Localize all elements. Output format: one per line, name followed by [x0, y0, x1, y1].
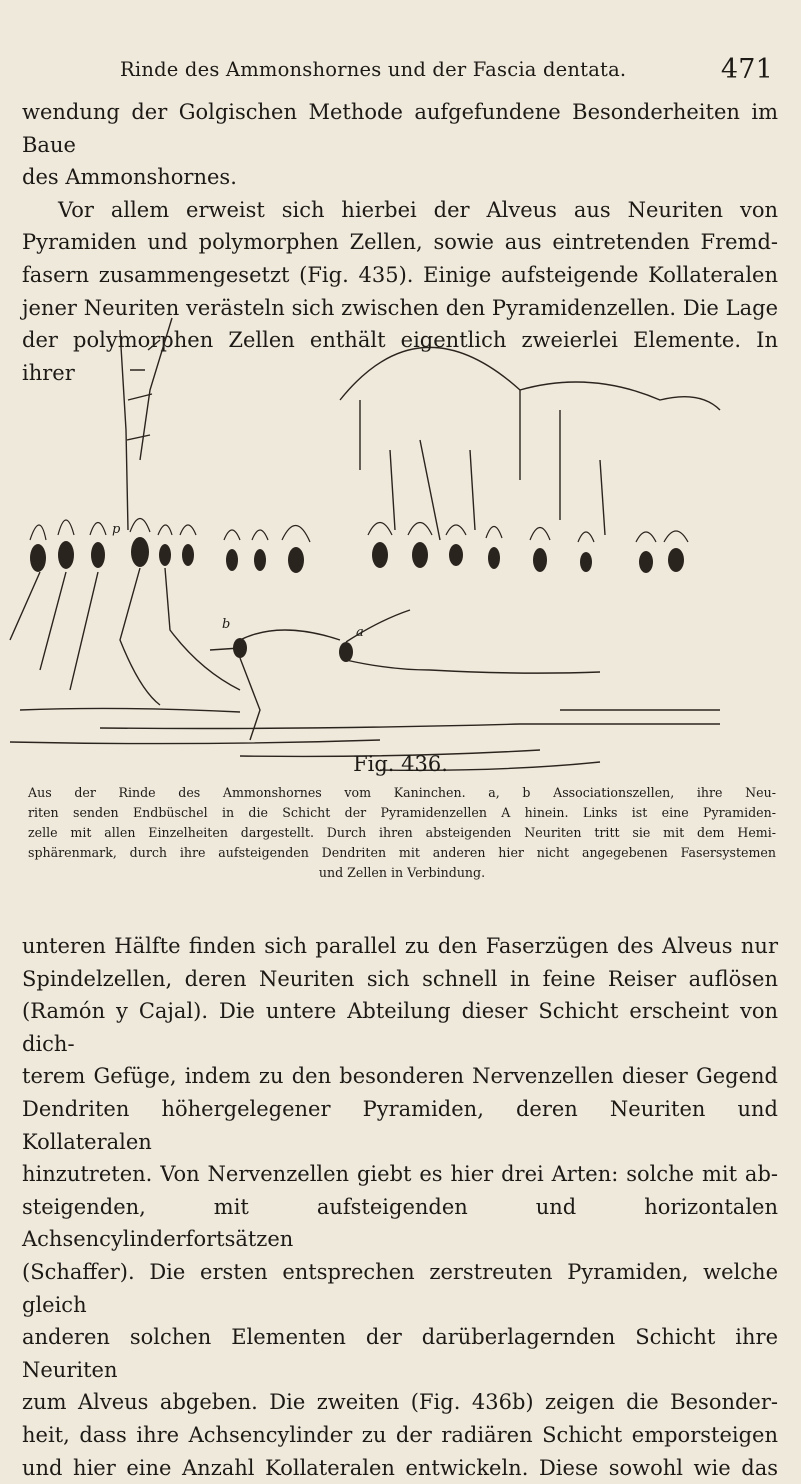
text-line: anderen solchen Elementen der darüberlagernden Schicht ihre Neuriten [22, 1321, 778, 1386]
caption-line: und Zellen in Verbindung. [28, 863, 776, 883]
text-line: Spindelzellen, deren Neuriten sich schnell in feine Reiser auflösen [22, 963, 778, 996]
text-line: fasern zusammengesetzt (Fig. 435). Einige aufsteigende Kollateralen [22, 259, 778, 292]
text-line: zum Alveus abgeben. Die zweiten (Fig. 436b) zeigen die Besonder- [22, 1386, 778, 1419]
text-line: und hier eine Anzahl Kollateralen entwickeln. Diese sowohl wie das [22, 1452, 778, 1484]
figure-label-a: a [356, 625, 364, 640]
text-line: steigenden, mit aufsteigenden und horizontalen Achsencylinderfortsätzen [22, 1191, 778, 1256]
text-line: wendung der Golgischen Methode aufgefundene Besonderheiten im Baue [22, 96, 778, 161]
text-line: unteren Hälfte finden sich parallel zu den Faserzügen des Alveus nur [22, 930, 778, 963]
text-line: Vor allem erweist sich hierbei der Alveus aus Neuriten von [22, 194, 778, 227]
text-line: terem Gefüge, indem zu den besonderen Nervenzellen dieser Gegend [22, 1060, 778, 1093]
caption-line: Aus der Rinde des Ammonshornes vom Kaninchen. a, b Associationszellen, ihre Neu- [28, 783, 776, 803]
figure-label-p: p [112, 522, 121, 537]
text-line: (Schaffer). Die ersten entsprechen zerstreuten Pyramiden, welche gleich [22, 1256, 778, 1321]
paragraph-bottom [22, 930, 778, 1484]
running-head [120, 58, 773, 88]
text-line: jener Neuriten verästeln sich zwischen den Pyramidenzellen. Die Lage [22, 292, 778, 325]
text-line: der polymorphen Zellen enthält eigentlich zweierlei Elemente. In ihrer [22, 324, 778, 389]
page-number: 471 [721, 54, 773, 85]
text-line: (Ramón y Cajal). Die untere Abteilung dieser Schicht erscheint von dich- [22, 995, 778, 1060]
text-line: Pyramiden und polymorphen Zellen, sowie aus eintretenden Fremd- [22, 226, 778, 259]
figure-caption [28, 783, 776, 883]
text-line: heit, dass ihre Achsencylinder zu der radiären Schicht emporsteigen [22, 1419, 778, 1452]
caption-line: zelle mit allen Einzelheiten dargestellt. Durch ihren absteigenden Neuriten tritt sie mit dem Hemi- [28, 823, 776, 843]
text-line: Dendriten höhergelegener Pyramiden, deren Neuriten und Kollateralen [22, 1093, 778, 1158]
text-line: hinzutreten. Von Nervenzellen giebt es hier drei Arten: solche mit ab- [22, 1158, 778, 1191]
running-head-title: Rinde des Ammonshornes und der Fascia dentata. [120, 58, 626, 81]
caption-line: sphärenmark, durch ihre aufsteigenden Dendriten mit anderen hier nicht angegebenen Fasersystemen [28, 843, 776, 863]
figure-title: Fig. 436. [0, 752, 801, 776]
figure-label-b: b [222, 617, 230, 632]
text-line: des Ammonshornes. [22, 161, 778, 194]
figure-drawing [0, 310, 801, 780]
caption-line: riten senden Endbüschel in die Schicht der Pyramidenzellen A hinein. Links ist eine Pyramiden- [28, 803, 776, 823]
